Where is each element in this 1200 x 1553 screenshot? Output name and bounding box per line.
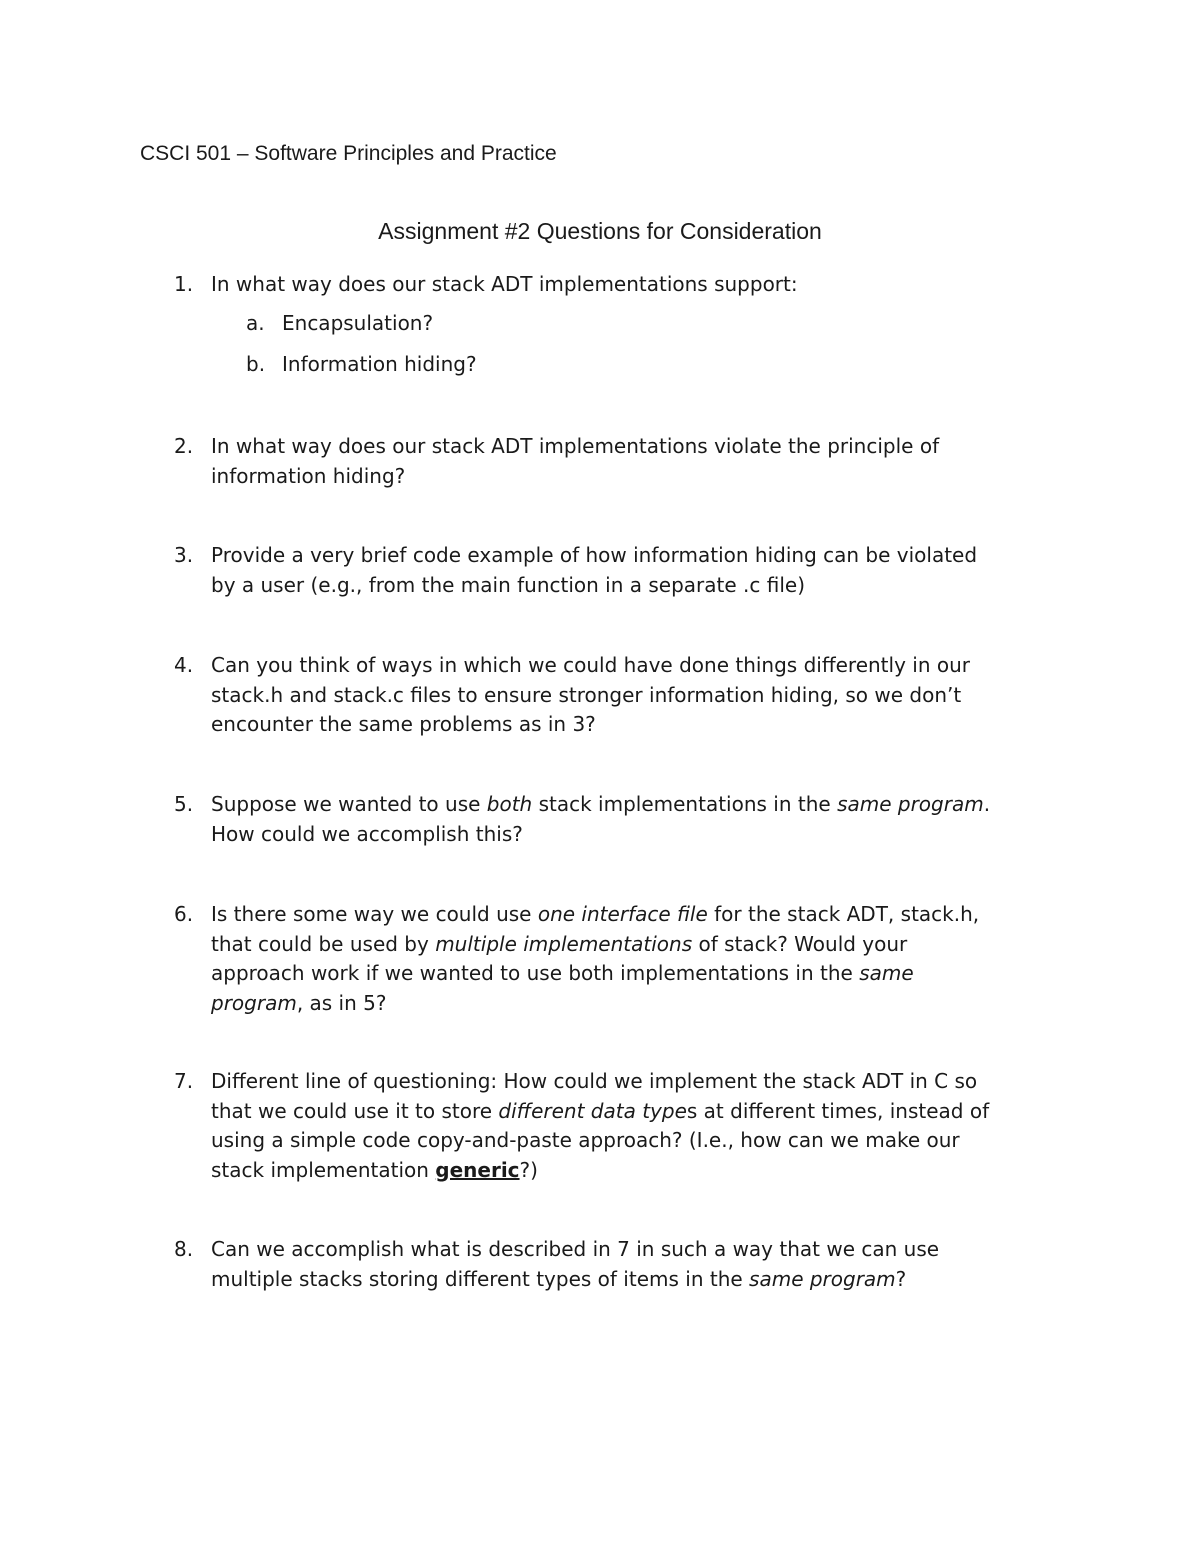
text-run: , as in 5? (296, 990, 387, 1015)
emphasis-text: multiple implementations (435, 931, 693, 956)
subitem-text: Information hiding? (282, 352, 477, 376)
question-text-line (174, 959, 979, 989)
question-text-line: Can we accomplish what is described in 7 in such a way that we can use (211, 1237, 940, 1261)
question-2 (174, 432, 939, 491)
question-number: 3. (174, 543, 194, 567)
subitem-letter: a. (246, 311, 265, 335)
question-1-subitem-a (246, 309, 433, 339)
generic-keyword: generic (435, 1157, 520, 1182)
text-run: of stack? Would your (692, 931, 908, 956)
question-number: 6. (174, 902, 194, 926)
emphasis-text: same program (749, 1266, 896, 1291)
question-text-line: In what way does our stack ADT implementations violate the principle of (211, 434, 940, 458)
question-number: 5. (174, 792, 194, 816)
emphasis-text: one interface file (537, 902, 708, 926)
text-run: Is there some way we could use (211, 902, 538, 926)
question-text-line: by a user (e.g., from the main function in a separate .c file) (211, 572, 806, 597)
question-text-line: Different line of questioning: How could we implement the stack ADT in C so (211, 1069, 978, 1093)
question-4 (174, 651, 970, 740)
text-run: s at different times, instead of (686, 1098, 990, 1123)
course-title: CSCI 501 – Software Principles and Practice (140, 142, 557, 165)
text-run: Suppose we wanted to use (211, 792, 487, 816)
question-text-line: encounter the same problems as in 3? (211, 712, 596, 736)
emphasis-text: same program (837, 792, 984, 816)
question-text-line (174, 1265, 939, 1295)
question-text-line (174, 989, 979, 1019)
text-run: multiple stacks storing different types of items in the (211, 1266, 750, 1291)
question-text-line (174, 1156, 989, 1186)
question-text-line: stack.h and stack.c files to ensure stronger information hiding, so we don’t (211, 682, 962, 707)
question-number: 1. (174, 272, 194, 296)
question-3 (174, 541, 977, 600)
text-run: that we could use it to store (211, 1098, 499, 1123)
text-run: stack implementation (211, 1157, 436, 1182)
question-6 (174, 900, 979, 1018)
text-run: stack implementations in the (532, 792, 838, 816)
text-run: ?) (519, 1157, 538, 1182)
question-text-line (174, 900, 979, 930)
question-text-line (174, 930, 979, 960)
assignment-title: Assignment #2 Questions for Consideration (378, 218, 822, 244)
emphasis-text: same (859, 961, 914, 985)
subitem-text: Encapsulation? (282, 311, 434, 335)
emphasis-text: both (486, 792, 533, 816)
emphasis-text: different data type (498, 1098, 687, 1123)
text-run: that could be used by (211, 931, 436, 956)
question-text-line: Can you think of ways in which we could have done things differently in our (211, 653, 970, 677)
question-text-line: How could we accomplish this? (211, 821, 523, 846)
question-5 (174, 790, 990, 849)
question-text-line: information hiding? (211, 463, 406, 488)
question-1-subitem-b (246, 350, 477, 380)
text-run: ? (895, 1266, 907, 1291)
text-run: . (983, 792, 991, 816)
emphasis-text: program (211, 990, 297, 1015)
question-1 (174, 270, 798, 300)
question-8 (174, 1235, 939, 1294)
question-number: 4. (174, 653, 194, 677)
question-text-line (174, 790, 990, 820)
question-7 (174, 1067, 989, 1185)
question-text: In what way does our stack ADT implementations support: (211, 272, 798, 296)
question-text-line: Provide a very brief code example of how information hiding can be violated (211, 543, 978, 567)
question-number: 8. (174, 1237, 194, 1261)
text-run: for the stack ADT, stack.h, (707, 902, 980, 926)
question-number: 7. (174, 1069, 194, 1093)
text-run: approach work if we wanted to use both implementations in the (211, 961, 860, 985)
question-text-line: using a simple code copy-and-paste approach? (I.e., how can we make our (211, 1128, 960, 1152)
subitem-letter: b. (246, 352, 266, 376)
question-number: 2. (174, 434, 194, 458)
question-text-line (174, 1097, 989, 1127)
